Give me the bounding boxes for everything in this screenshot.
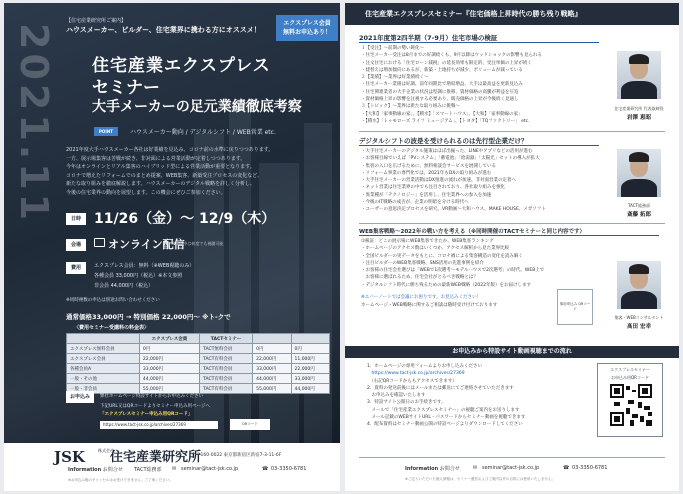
apply-url-link[interactable]: https://www.tact-jsk.co.jp/archives/27369: [100, 421, 218, 429]
section-body: [361, 238, 605, 289]
table-cell: 0円: [253, 344, 291, 354]
table-cell: 22,000円: [139, 354, 199, 364]
phone-number[interactable]: 03-3350-6781: [572, 465, 608, 471]
table-cell: 一般・その他: [67, 374, 140, 384]
table-row: [67, 344, 330, 354]
body-line: ・【積水】「トゥモローズ ライフ ミュージアム」、【トヨタ】「TQファクトリー」 etc.: [361, 118, 530, 124]
section-divider: [359, 223, 665, 224]
section-underline: [359, 145, 599, 146]
step-line: 1．ホームページの専用フォームよりお申し込みください: [367, 364, 483, 369]
body-line: ・建替えは増加傾向にあるが、新築・土地持ちが減少、ボリュームが減っている: [361, 67, 523, 73]
phone-icon: ☎: [262, 466, 269, 472]
company-address: 〒160-0022 東京都新宿区新宿7-3-11-6F: [196, 453, 282, 458]
body-line: ・お客様の住宅会社選びは「WEBで1次選考～モデルハウスで2次選考」の時代、WEB上で: [361, 268, 545, 274]
body-line: ・ホームページのアクセス数はいくつか、アクセス解析から見た業界比較: [361, 246, 510, 252]
table-cell: 33,000円: [291, 374, 329, 384]
body-line: ・大手住宅メーカーの営業活動はDX推進の流れが加速、非対面営業の定着へ: [361, 178, 516, 184]
body-line: ３【トピック】～業界は新たな取り組みに挑戦～: [361, 104, 460, 110]
company-type: 株式会社: [98, 448, 114, 453]
body-line: ・お客様目線でいえば「PVシステム」「蓄電池」「給湯器」「太陽光」セットの導入が拡大: [361, 156, 540, 162]
step-line: メールで「住宅産業エクスプレスセミナー」の視聴ご案内をお送りします: [367, 407, 520, 413]
table-cell: 0円: [139, 344, 199, 354]
step-line: 2．資料の発送前後にはメールまたは郵送にてご連絡させていただきます: [367, 385, 514, 391]
section-underline: [359, 42, 599, 43]
speaker-org: 集客・WEBコンサルタント: [614, 315, 664, 320]
body-line: ・デジタルシフト時代に勝ち残るための最新WEB戦略（2022年版）をお届けします: [361, 282, 531, 288]
section-underline: [359, 235, 659, 236]
intro-line: コロナで増えたリフォームでのまとめ提案、WEB集客、新築受注プロセスの変化など、: [66, 172, 263, 179]
speaker-caption: [610, 106, 668, 121]
venue-note: ※期間中は何度でも視聴可能: [172, 241, 224, 246]
apply-label: お申込み: [66, 391, 94, 403]
speaker-org: TACT総務部: [627, 203, 651, 208]
fee-label: 費用: [66, 262, 86, 274]
speaker-name: 斎藤 拓郎: [627, 212, 651, 218]
table-cell: 55,000円: [253, 384, 291, 394]
body-line: ・住宅メーカー受注は8月までの好調続くも、9月以降はウッドショックの影響も見られる: [361, 53, 542, 59]
body-line: ・注目ビルダーのWEB集客戦略、SNS活用の先進事例を紹介: [361, 260, 484, 266]
body-line: ・ネット営業は住宅業界の中でも注目されており、各社取り組みを強化: [361, 185, 505, 191]
table-cell: 44,000円: [291, 384, 329, 394]
apply-steps: [367, 363, 587, 429]
section-title: WEB集客戦略～2022年の戦い方を考える（※同時開催のTACTセミナーと同じ内容です）: [359, 229, 586, 235]
qr-label: お申込み用QRコード: [611, 375, 649, 380]
body-line: ①検証：どこの展示場にWEB集客できたか、WEB集客ランキング: [361, 239, 494, 244]
table-header: [253, 334, 291, 344]
info-label-jp: お問合せ: [439, 466, 460, 472]
apply-flow-bar: お申込みから特設サイト動画視聴までの流れ: [345, 346, 679, 358]
table-cell: 0円: [291, 344, 329, 354]
tagline-small: 【住宅産業研究所ご案内】: [66, 18, 127, 24]
speaker-name: 髙田 宏幸: [627, 324, 651, 330]
company-name: 住宅産業研究所: [110, 450, 202, 465]
table-cell: 44,000円: [253, 374, 291, 384]
step-url-link[interactable]: https://www.tact-jsk.co.jp/archives/27369: [367, 371, 465, 377]
table-row: [67, 384, 330, 394]
table-row: [67, 374, 330, 384]
table-cell: 各種会員A: [67, 364, 140, 374]
email-link[interactable]: seminar@tact-jsk.co.jp: [482, 465, 540, 471]
body-line: お客様に選ばれるため、住宅会社がとるべき戦略とは？: [361, 275, 478, 281]
table-header: [67, 334, 140, 344]
body-line: ・大手住宅メーカーのデジタル施策はほぼ出揃った、LINEやアプリなどの活用が進む: [361, 149, 533, 154]
intro-line: 一方、展示場集客は苦戦が続き、非対面による営業活動が定着しつつあります。: [66, 155, 246, 162]
table-cell: TACT有料会員: [200, 384, 253, 394]
email-link[interactable]: seminar@tact-jsk.co.jp: [181, 466, 239, 472]
info-label: [405, 465, 460, 472]
table-cell: 11,000円: [291, 354, 329, 364]
body-line: ・注文住宅における「住宅ローン減税」の延長効果も限定的、受注単価の上昇が続く: [361, 60, 532, 66]
subtitle: 大手メーカーの足元業績徹底考察: [92, 99, 302, 115]
apply-line: 下記URL又はQRコードよりセミナー申込み用ページへ: [100, 404, 211, 409]
speaker-photo: [617, 51, 661, 99]
section-note: ※エバーノートでは会議にお困りです。お見込みください！: [361, 295, 482, 300]
section-title: 2021年度第2四半期（7-9月）住宅市場の検証: [359, 34, 498, 42]
fee-line: 非会員 44,000円（税込）: [94, 283, 154, 289]
building-silhouette: [259, 163, 299, 443]
body-line: ・集客の入口を広げるために、無料相談会サービスを展開している: [361, 163, 496, 169]
body-line: ・住宅メーカー業績は好調、前年同期比で増収増益、大手は最高益を更新見込み: [361, 82, 523, 88]
apply-highlight: 「エクスプレスセミナー申込み用QRコード」: [100, 412, 193, 417]
fee-note: ※同時複数の申込は別途お問い合わせください: [66, 298, 160, 303]
year-vertical: 2021.11: [12, 23, 56, 225]
table-header: [291, 334, 329, 344]
qr-code-icon[interactable]: [610, 384, 652, 426]
right-header-title: 住宅産業エクスプレスセミナー『住宅価格上昇時代の勝ち残り戦略』: [365, 10, 582, 18]
intro-line: 今年はオンラインとリアル集客のハイブリッド型による営業活動が重要となります。: [66, 164, 255, 170]
footer-divider: [359, 457, 665, 458]
member-badge: [276, 15, 338, 41]
mail-icon: ✉: [473, 465, 478, 471]
table-header: エクスプレス会員: [139, 334, 199, 344]
speaker-caption: [610, 203, 668, 218]
section-divider: [359, 131, 665, 132]
info-label-en: Information: [405, 466, 439, 472]
table-cell: 44,000円: [139, 374, 199, 384]
table-header: TACTセミナー: [200, 334, 253, 344]
fee-special-price: 通常価格33,000円 → 特別価格 22,000円～ ※ト-クで: [66, 313, 231, 321]
speaker-org: 住宅産業研究所 代表取締役: [614, 106, 664, 111]
company-logo: JSK: [54, 448, 85, 466]
phone-number[interactable]: 03-3350-6781: [271, 466, 307, 472]
section-title: デジタルシフトの波是を受けられるのは先行型企業だけ？: [359, 137, 528, 145]
table-cell: TACT有料会員: [200, 364, 253, 374]
table-cell: 22,000円: [253, 354, 291, 364]
qr-code-small[interactable]: QRコード: [230, 419, 270, 430]
body-line: ・【大和】「家事動線の家」、【積水】「スマートハウス」、【大和】「家事動線の家」: [361, 111, 523, 117]
fee-table-title: 〈費用セミナー受講料の料金表〉: [74, 325, 150, 331]
fine-print: ※お申込み後のキャンセルはお受けできません。ご了承ください。: [68, 478, 173, 482]
table-cell: 22,000円: [291, 364, 329, 374]
mail-icon: ✉: [172, 466, 177, 472]
qr-label: エクスプレスセミナー: [610, 367, 650, 372]
body-line: ・異業種が「テクノロジー」を活用し、住宅業界への参入を加速: [361, 192, 492, 198]
fine-print: ※ご記入いただいた個人情報は、セミナー運営およびご案内以外の目的には使用いたしません。: [405, 477, 556, 481]
table-header-row: [67, 334, 330, 344]
title-line1: 住宅産業エクスプレス: [92, 56, 271, 76]
member-badge-line2: 無料お申込あり！: [282, 29, 331, 36]
info-label: [68, 466, 123, 473]
intro-line: 今後の住宅業界の動向を展望します。この機会にぜひご参加ください。: [66, 189, 226, 196]
point-tag: POINT: [94, 127, 118, 136]
table-cell: エクスプレス会員: [67, 354, 140, 364]
apply-line: 弊社ホームページ特設サイトからお申込みください: [100, 394, 204, 399]
member-badge-line1: エクスプレス会員: [283, 20, 331, 27]
monitor-icon: [94, 238, 105, 247]
fee-table: [66, 333, 330, 394]
qr-code-mini[interactable]: 事前申込み QRコード: [557, 289, 593, 325]
body-line: ・ユーザーの意思決定プロセスを研究、VR動画～大和ハウス、MAKE HOUSE、メガソフト: [361, 207, 546, 213]
speaker-name: 岩澤 恵昭: [627, 115, 651, 121]
intro-paragraph: [66, 146, 332, 197]
speaker-caption: [610, 315, 668, 330]
date-text: 11/26（金）～ 12/9（木）: [94, 211, 276, 227]
step-line: メール記載のWEBサイトURL・パスワードからセミナー動画を視聴できます: [367, 415, 526, 421]
title-line2: セミナー: [92, 78, 160, 98]
section-body: [361, 148, 605, 214]
table-row: [67, 354, 330, 364]
table-cell: 55,000円: [139, 384, 199, 394]
left-page: [4, 3, 340, 491]
intro-line: 2021年度大手ハウスメーカー各社は好業績を見込み、コロナ前の水準に戻りつつあります。: [66, 147, 274, 153]
table-cell: 33,000円: [253, 364, 291, 374]
fee-line: 各種会員 33,000円（税込）※本文参照: [94, 273, 183, 279]
section-note: ホームページ・WEB戦略に関するご相談は随時受け付けております: [361, 303, 498, 308]
fee-line: エクスプレス会員：無料（※WEB視聴のみ）: [94, 263, 195, 269]
table-row: [67, 364, 330, 374]
speaker-photo: [617, 149, 661, 197]
step-line: （右記QRコードからもアクセスできます）: [367, 378, 457, 384]
date-label: 日時: [66, 213, 86, 225]
step-line: 3．特設サイト公開日のお手続きです。: [367, 400, 446, 406]
table-cell: 一般・非会員: [67, 384, 140, 394]
table-cell: エクスプレス無料会員: [67, 344, 140, 354]
speaker-photo: [617, 261, 661, 309]
body-line: ２【業績】～業界は好業績続く～: [361, 75, 429, 81]
step-line: 4．配布資料はセミナー動画公開の特設ページよりダウンロードしてください: [367, 422, 523, 428]
table-cell: 33,000円: [139, 364, 199, 374]
body-line: ・リフォーム事業の専門化では、2021年もDXの取り組みが進む: [361, 170, 492, 176]
table-cell: TACT無料会員: [200, 344, 253, 354]
intro-line: 新たな取り組みを徹底解説します。ハウスメーカーのデジタル戦略を詳しく分析し、: [66, 181, 256, 187]
qr-code-box[interactable]: [597, 363, 663, 437]
body-line: ・住宅関連業者の大手企業の状況は堅調に推移、資材価格の高騰が利益を圧迫: [361, 89, 519, 95]
section-body: [361, 45, 601, 125]
body-line: １【受注】～前期の勢い鈍化～: [361, 46, 424, 51]
body-line: ・今後のIT戦略の成否が、企業の明暗を分ける時代へ: [361, 200, 469, 206]
point-text: ハウスメーカー動向 / デジタルシフト / WEB営業 etc.: [130, 129, 276, 136]
body-line: ・全国ビルダーの実データをもとに、コロナ禍による集客構造の変化を読み解く: [361, 253, 523, 259]
venue-text: オンライン配信: [108, 238, 185, 251]
phone-icon: ☎: [563, 465, 570, 471]
tagline: ハウスメーカー、ビルダー、住宅業界に携わる方にオススメ！: [66, 26, 261, 34]
right-page: [345, 3, 679, 491]
venue-label: 会場: [66, 239, 86, 251]
info-label-jp: お問合せ: [102, 467, 123, 473]
table-cell: TACT有料会員: [200, 354, 253, 364]
body-line: ・資材価格上昇の影響を注視する必要あり、販売価格の上昇が今後続く見通し: [361, 97, 519, 103]
tel-label: TACT総務部: [134, 467, 162, 473]
table-cell: TACT有料会員: [200, 374, 253, 384]
step-line: お申込みを確認いたします: [367, 393, 426, 399]
info-label-en: Information: [68, 467, 102, 473]
